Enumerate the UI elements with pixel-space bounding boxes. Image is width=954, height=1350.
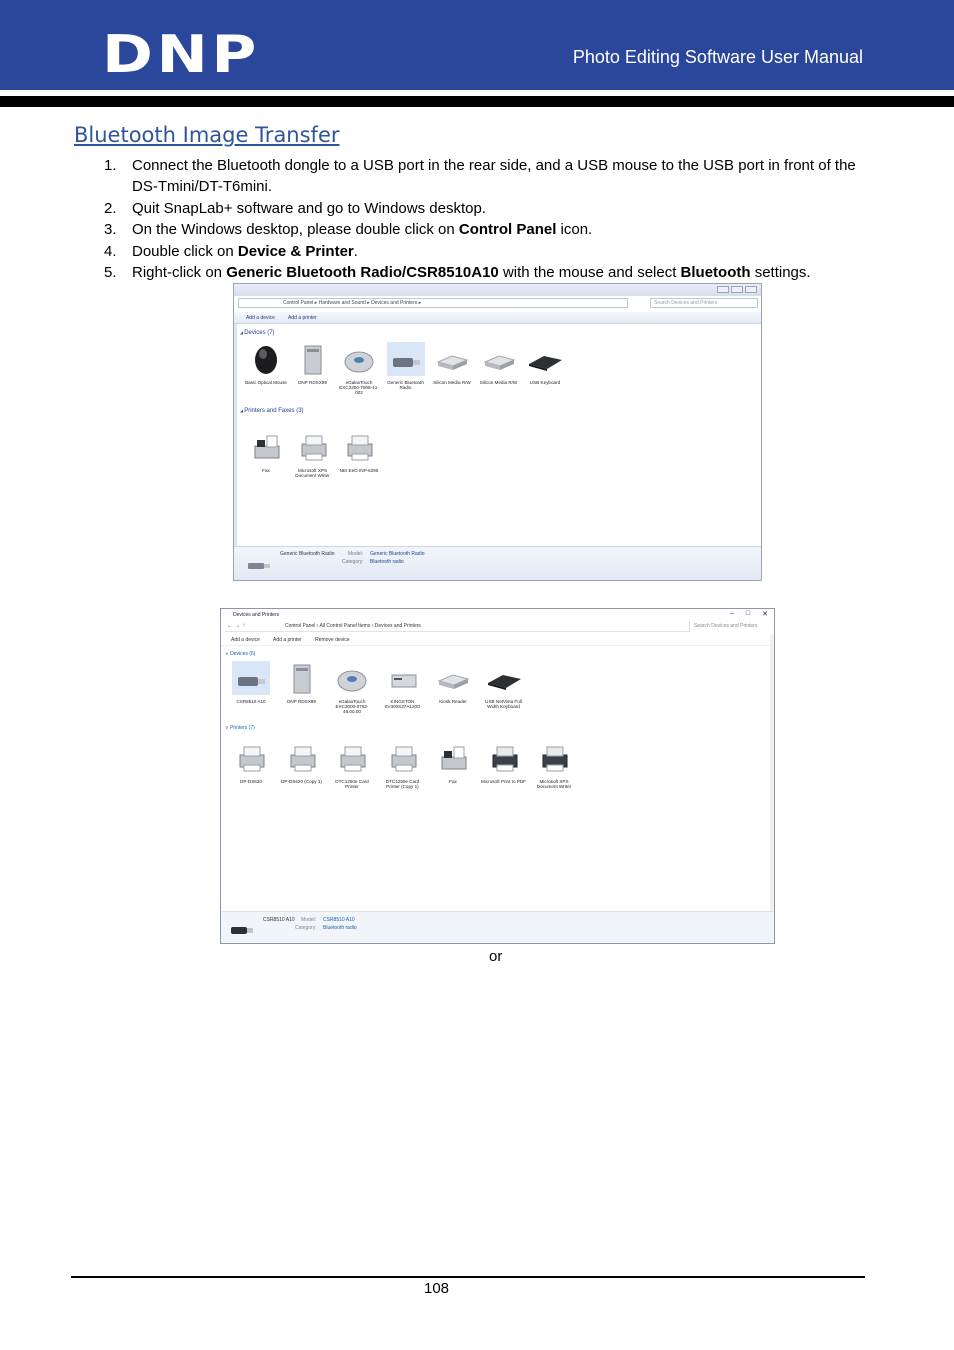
step-text: Connect the Bluetooth dongle to a USB port in the rear side, and a USB mouse to the USB port in front of the DS-Tmini/DT-T6mini. xyxy=(132,157,856,196)
device-item[interactable] xyxy=(336,342,382,395)
step-text: with the mouse and select xyxy=(498,264,681,282)
step-text: Right-click on xyxy=(132,264,227,282)
details-model-value: CSR8510 A10 xyxy=(323,917,355,923)
device-item[interactable] xyxy=(430,661,476,704)
add-printer-button[interactable]: Add a printer xyxy=(273,637,302,643)
printer-item-label: Fax xyxy=(262,468,270,473)
step-item xyxy=(104,241,864,262)
command-bar xyxy=(221,634,774,646)
side-strip xyxy=(234,324,237,548)
dnp-logo: DNP xyxy=(102,25,260,85)
device-item-label: KINGSTON SV300S37A120G xyxy=(384,699,421,709)
printer-item[interactable] xyxy=(228,741,274,784)
device-item-label: USB Keyboard xyxy=(529,380,561,385)
step-number: 3. xyxy=(104,221,117,239)
details-model-label: Model: xyxy=(348,551,364,557)
step-text: . xyxy=(353,242,358,260)
close-icon[interactable]: ✕ xyxy=(762,611,768,618)
device-item[interactable] xyxy=(476,342,522,385)
printer-item-label: NEI EeO INP-8295 xyxy=(339,468,379,473)
step-emphasis: Generic Bluetooth Radio/CSR8510A10 xyxy=(226,264,499,282)
printer-item[interactable] xyxy=(279,741,325,784)
search-input[interactable]: Search Devices and Printers xyxy=(689,621,773,632)
details-category-label: Category: xyxy=(342,559,364,565)
printer-item-label: DTC1250e Card Printer xyxy=(335,779,369,789)
search-input[interactable]: Search Devices and Printers xyxy=(650,298,758,308)
printer-icon xyxy=(283,741,321,775)
close-icon[interactable] xyxy=(745,286,757,293)
ballmouse-icon xyxy=(340,342,378,376)
printers-group-header[interactable]: ∨ Printers (7) xyxy=(225,725,255,731)
dongle-icon xyxy=(387,342,425,376)
fax-icon xyxy=(434,741,472,775)
printer-item[interactable] xyxy=(329,741,375,789)
steps-list xyxy=(104,155,864,283)
step-emphasis: Control Panel xyxy=(458,221,557,239)
printer-icon xyxy=(333,741,371,775)
darkprinter-icon xyxy=(535,741,573,775)
window-title: Devices and Printers xyxy=(233,612,280,618)
device-item-label: CSR8510 A10 xyxy=(236,699,266,704)
details-device-name: Generic Bluetooth Radio xyxy=(280,551,335,557)
fax-icon xyxy=(247,430,285,464)
keyboard-icon xyxy=(526,342,564,376)
device-item-label: Kiosk Reader xyxy=(439,699,467,704)
printer-item-label: DP-DS620 xyxy=(240,779,262,784)
step-number: 4. xyxy=(104,242,117,260)
details-category-label: Category: xyxy=(295,925,317,931)
printers-group-header[interactable]: ◢ Printers and Faxes (3) xyxy=(240,408,304,414)
window-titlebar xyxy=(234,284,761,296)
step-text: Quit SnapLab+ software and go to Windows desktop. xyxy=(132,199,486,217)
device-item[interactable] xyxy=(290,342,336,385)
forward-icon[interactable]: → xyxy=(234,623,241,629)
ballmouse-icon xyxy=(333,661,371,695)
printer-item-label: Fax xyxy=(449,779,457,784)
device-item-label: Silicon Media R/W xyxy=(433,380,471,385)
tower-icon xyxy=(294,342,332,376)
address-bar[interactable]: Control Panel › All Control Panel Items › Devices and Printers xyxy=(225,621,689,632)
step-number: 5. xyxy=(104,264,117,282)
printer-item[interactable] xyxy=(430,741,476,784)
device-item[interactable] xyxy=(279,661,325,704)
add-device-button[interactable]: Add a device xyxy=(246,315,275,321)
printer-item-label: Microsoft XPS Document Writer xyxy=(536,779,572,789)
screenshot-win7-devices-printers xyxy=(233,283,762,581)
step-emphasis: Device & Printer xyxy=(237,242,354,260)
details-model-value: Generic Bluetooth Radio xyxy=(370,551,425,557)
device-item[interactable] xyxy=(383,342,429,390)
device-item[interactable] xyxy=(380,661,426,709)
bluetooth-dongle-icon xyxy=(246,557,272,573)
step-item xyxy=(104,155,864,198)
step-text: On the Windows desktop, please double click on xyxy=(132,221,459,239)
devices-group-header[interactable]: ∨ Devices (6) xyxy=(225,651,255,657)
details-pane xyxy=(221,911,774,943)
drive-icon xyxy=(433,342,471,376)
device-item-label: Generic Bluetooth Radio xyxy=(387,380,424,390)
drive-icon xyxy=(434,661,472,695)
printer-item-label: DTC1250e Card Printer (Copy 1) xyxy=(385,779,420,789)
device-item[interactable] xyxy=(481,661,527,709)
minimize-icon[interactable] xyxy=(717,286,729,293)
minimize-icon[interactable]: – xyxy=(729,610,734,617)
step-emphasis: Bluetooth xyxy=(680,264,751,282)
step-number: 2. xyxy=(104,199,117,217)
command-bar xyxy=(234,312,761,324)
printer-item-label: Microsoft Print to PDF xyxy=(481,779,526,784)
details-category-value: Bluetooth radio xyxy=(370,559,404,565)
step-item xyxy=(104,198,864,219)
window-controls xyxy=(717,286,757,293)
device-item-label: Basic Optical Mouse xyxy=(245,380,287,385)
step-item xyxy=(104,219,864,240)
manual-title: Photo Editing Software User Manual xyxy=(572,47,863,67)
page-number: 108 xyxy=(424,1280,450,1297)
window-controls xyxy=(730,610,768,618)
printer-icon xyxy=(384,741,422,775)
printer-icon xyxy=(232,741,270,775)
devices-group-header[interactable]: ◢ Devices (7) xyxy=(240,330,275,336)
device-item-label: Silicon Media R/W xyxy=(479,380,518,385)
device-item-label: USB NetVista Full Width Keyboard xyxy=(485,699,522,709)
details-device-name: CSR8510 A10 xyxy=(263,917,295,923)
details-pane xyxy=(234,546,761,580)
device-item[interactable] xyxy=(329,661,375,714)
printer-item[interactable] xyxy=(243,430,289,473)
dongle-icon xyxy=(232,661,270,695)
add-printer-button[interactable]: Add a printer xyxy=(288,315,317,321)
page-header xyxy=(0,0,954,90)
footer-rule xyxy=(71,1276,865,1278)
or-separator: or xyxy=(489,948,503,965)
bluetooth-dongle-icon xyxy=(229,922,255,938)
printer-item[interactable] xyxy=(290,430,336,478)
device-item[interactable] xyxy=(429,342,475,385)
keyboard-icon xyxy=(485,661,523,695)
details-category-value: Bluetooth radio xyxy=(323,925,357,931)
section-title: Bluetooth Image Transfer xyxy=(74,123,340,147)
details-model-label: Model: xyxy=(301,917,317,923)
device-item[interactable] xyxy=(228,661,274,704)
drive-icon xyxy=(480,342,518,376)
step-number: 1. xyxy=(104,157,117,174)
step-text: Double click on xyxy=(132,242,238,260)
device-item-label: eGalaxTouch EXC3000-0762-46.00.00 xyxy=(335,699,369,714)
address-bar[interactable]: Control Panel ▸ Hardware and Sound ▸ Devices and Printers ▸ xyxy=(238,298,628,308)
step-item xyxy=(104,262,864,283)
device-item-label: DNP RDSX99 xyxy=(287,699,316,704)
printer-item-label: Microsoft XPS Document Writer xyxy=(295,468,330,478)
screenshot-win10-devices-printers xyxy=(220,608,775,944)
back-icon[interactable]: ← xyxy=(227,623,233,629)
maximize-icon[interactable] xyxy=(731,286,743,293)
header-rule xyxy=(0,96,954,107)
printer-item[interactable] xyxy=(336,430,382,473)
step-text: settings. xyxy=(750,264,811,282)
scrollbar[interactable] xyxy=(770,634,774,914)
up-icon[interactable]: ↑ xyxy=(242,623,246,629)
maximize-icon[interactable]: □ xyxy=(745,610,751,617)
device-item-label: eGalaxTouch EXC3200-7808-41-002 xyxy=(339,380,379,395)
remove-device-button[interactable]: Remove device xyxy=(315,637,350,643)
device-item[interactable] xyxy=(522,342,568,385)
printer-item[interactable] xyxy=(481,741,527,784)
darkprinter-icon xyxy=(485,741,523,775)
printer-icon xyxy=(294,430,332,464)
device-item[interactable] xyxy=(243,342,289,385)
step-text: icon. xyxy=(556,221,593,239)
printer-item[interactable] xyxy=(531,741,577,789)
printer-icon xyxy=(340,430,378,464)
device-item-label: DNP RDSX99 xyxy=(298,380,327,385)
mouse-icon xyxy=(247,342,285,376)
printer-item-label: DP-DS620 (Copy 1) xyxy=(281,779,322,784)
printer-item[interactable] xyxy=(380,741,426,789)
add-device-button[interactable]: Add a device xyxy=(231,637,260,643)
kingston-icon xyxy=(384,661,422,695)
tower-icon xyxy=(283,661,321,695)
